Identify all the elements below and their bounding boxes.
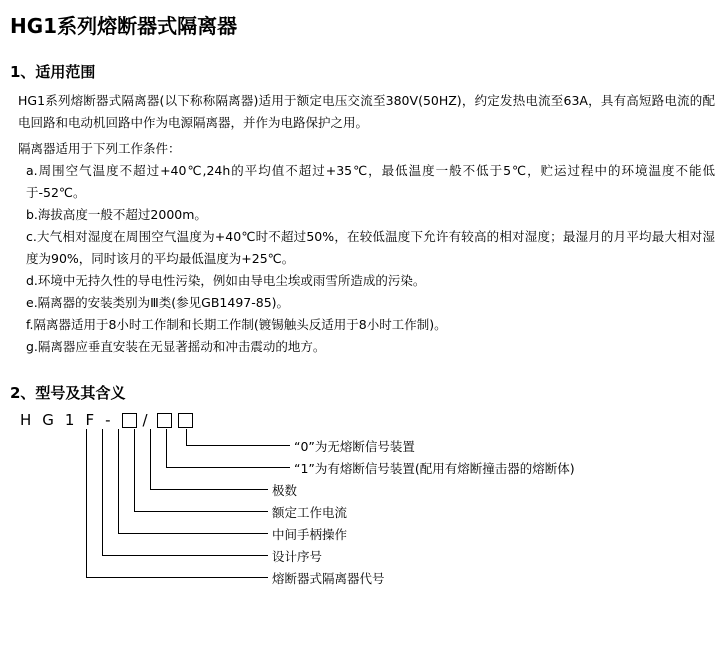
leader-vertical-series [86, 429, 87, 577]
note-handle-operation: 中间手柄操作 [272, 527, 348, 542]
page-title: HG1系列熔断器式隔离器 [10, 14, 238, 38]
code-char-g: G [42, 411, 56, 429]
condition-item-g: g.隔离器应垂直安装在无显著摇动和冲击震动的地方。 [26, 339, 326, 354]
model-code-string [20, 411, 199, 429]
condition-item-a: a.周围空气温度不超过+40℃,24h的平均值不超过+35℃，最低温度一般不低于5℃，贮运过程中的环境温度不能低于-52℃。 [26, 163, 715, 200]
leader-horizontal-signal [186, 445, 290, 446]
code-box-current [122, 413, 137, 428]
code-char-1: 1 [64, 411, 77, 429]
code-separator: / [142, 411, 150, 429]
section-heading-model-code: 2、型号及其含义 [10, 384, 126, 402]
note-poles: 极数 [272, 483, 298, 498]
note-design-serial: 设计序号 [272, 549, 323, 564]
leader-vertical-current [134, 429, 135, 511]
section-heading-scope: 1、适用范围 [10, 63, 96, 81]
leader-vertical-design [102, 429, 103, 555]
code-char-dash: - [105, 411, 113, 429]
condition-item-f: f.隔离器适用于8小时工作制和长期工作制(镀锡触头反适用于8小时工作制)。 [26, 317, 447, 332]
note-rated-current: 额定工作电流 [272, 505, 348, 520]
leader-horizontal-poles [166, 467, 290, 468]
code-char-h: H [20, 411, 34, 429]
leader-vertical-poles [166, 429, 167, 467]
leader-horizontal-design [102, 555, 268, 556]
document-page [0, 10, 727, 655]
paragraph-scope-intro: HG1系列熔断器式隔离器(以下称称隔离器)适用于额定电压交流至380V(50HZ)，约定发热电流至63A，具有高短路电流的配电回路和电动机回路中作为电源隔离器，并作为电路保护之用。 [18, 93, 715, 130]
note-signal-present: “1”为有熔断信号装置(配用有熔断撞击器的熔断体) [294, 461, 575, 476]
code-box-signal [178, 413, 193, 428]
condition-item-c: c.大气相对湿度在周围空气温度为+40℃时不超过50%，在较低温度下允许有较高的相对湿度；最湿月的月平均最大相对湿度为90%，同时该月的平均最低温度为+25℃。 [26, 229, 715, 266]
paragraph-conditions-lead: 隔离器适用于下列工作条件： [18, 141, 181, 156]
code-box-poles [157, 413, 172, 428]
leader-vertical-handle [118, 429, 119, 533]
leader-horizontal-current [134, 511, 268, 512]
code-char-f: F [85, 411, 97, 429]
leader-vertical-poles2 [150, 429, 151, 489]
leader-horizontal-poles2 [150, 489, 268, 490]
leader-vertical-signal [186, 429, 187, 445]
leader-horizontal-handle [118, 533, 268, 534]
condition-item-d: d.环境中无持久性的导电性污染，例如由导电尘埃或雨雪所造成的污染。 [26, 273, 426, 288]
note-signal-none: “0”为无熔断信号装置 [294, 439, 415, 454]
condition-item-e: e.隔离器的安装类别为Ⅲ类(参见GB1497-85)。 [26, 295, 290, 310]
model-code-diagram [0, 411, 727, 586]
leader-horizontal-series [86, 577, 268, 578]
note-series-code: 熔断器式隔离器代号 [272, 571, 385, 586]
condition-item-b: b.海拔高度一般不超过2000m。 [26, 207, 207, 222]
